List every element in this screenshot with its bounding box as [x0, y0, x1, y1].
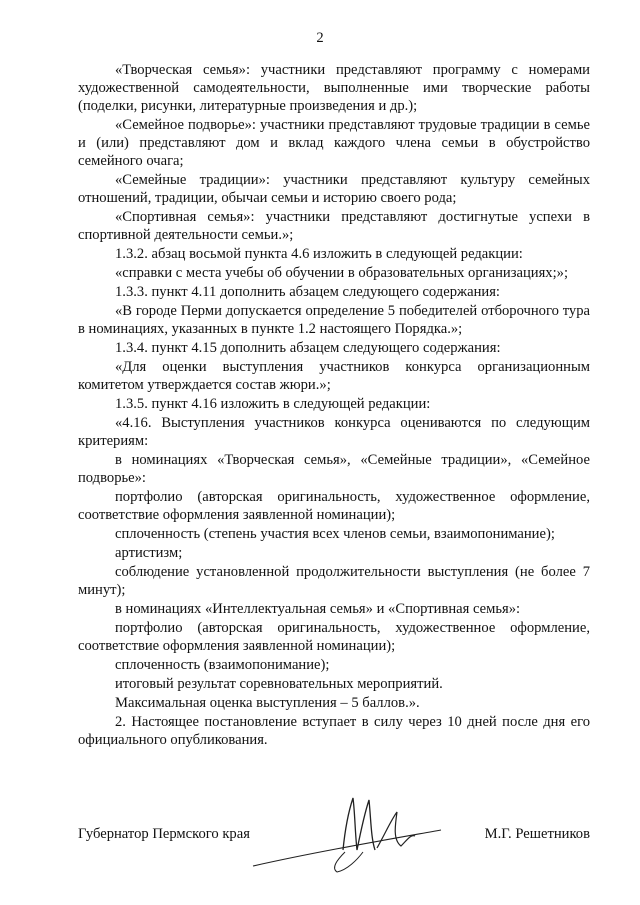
paragraph: «В городе Перми допускается определение 5 победителей отборочного тура в номинациях, указанных в пункте 1.2 настоящего Порядка.»; [78, 303, 590, 337]
paragraph: «справки с места учебы об обучении в образовательных организациях;»; [115, 265, 568, 281]
paragraph: итоговый результат соревновательных мероприятий. [115, 676, 443, 692]
paragraph: портфолио (авторская оригинальность, художественное оформление, соответствие оформления заявленной номинации); [78, 620, 590, 654]
paragraph: «4.16. Выступления участников конкурса оцениваются по следующим критериям: [78, 415, 590, 449]
paragraph: в номинациях «Интеллектуальная семья» и «Спортивная семья»: [115, 601, 521, 617]
paragraph: 2. Настоящее постановление вступает в силу через 10 дней после дня его официального опубликования. [78, 714, 590, 748]
paragraph: «Семейные традиции»: участники представляют культуру семейных отношений, традиции, обычаи семьи и историю своего рода; [78, 172, 590, 206]
paragraph: «Творческая семья»: участники представляют программу с номерами художественной самодеятельности, выполненные ими творческие работы (поделки, рисунки, литературные произведения и др.); [78, 62, 590, 114]
paragraph: «Семейное подворье»: участники представляют трудовые традиции в семье и (или) представляют дом и вклад каждого члена семьи в обустройство семейного очага; [78, 117, 590, 169]
paragraph: 1.3.5. пункт 4.16 изложить в следующей редакции: [115, 396, 431, 412]
paragraph: «Для оценки выступления участников конкурса организационным комитетом утверждается состав жюри.»; [78, 359, 590, 393]
paragraph: артистизм; [115, 545, 183, 561]
paragraph: сплоченность (степень участия всех членов семьи, взаимопонимание); [115, 526, 555, 542]
paragraph: портфолио (авторская оригинальность, художественное оформление, соответствие оформления заявленной номинации); [78, 489, 590, 523]
paragraph: 1.3.3. пункт 4.11 дополнить абзацем следующего содержания: [115, 284, 500, 300]
paragraph: 1.3.2. абзац восьмой пункта 4.6 изложить в следующей редакции: [115, 246, 523, 262]
paragraph: соблюдение установленной продолжительности выступления (не более 7 минут); [78, 564, 590, 598]
paragraph: «Спортивная семья»: участники представляют достигнутые успехи в спортивной деятельности семьи.»; [78, 209, 590, 243]
page-number: 2 [316, 30, 324, 46]
signature-block [78, 826, 590, 846]
paragraph: в номинациях «Творческая семья», «Семейные традиции», «Семейное подворье»: [78, 452, 590, 486]
paragraph: 1.3.4. пункт 4.15 дополнить абзацем следующего содержания: [115, 340, 501, 356]
document-body [78, 61, 590, 750]
paragraph: Максимальная оценка выступления – 5 баллов.». [115, 695, 420, 711]
signer-title: Губернатор Пермского края [78, 826, 250, 842]
signer-name: М.Г. Решетников [484, 826, 590, 842]
paragraph: сплоченность (взаимопонимание); [115, 657, 330, 673]
